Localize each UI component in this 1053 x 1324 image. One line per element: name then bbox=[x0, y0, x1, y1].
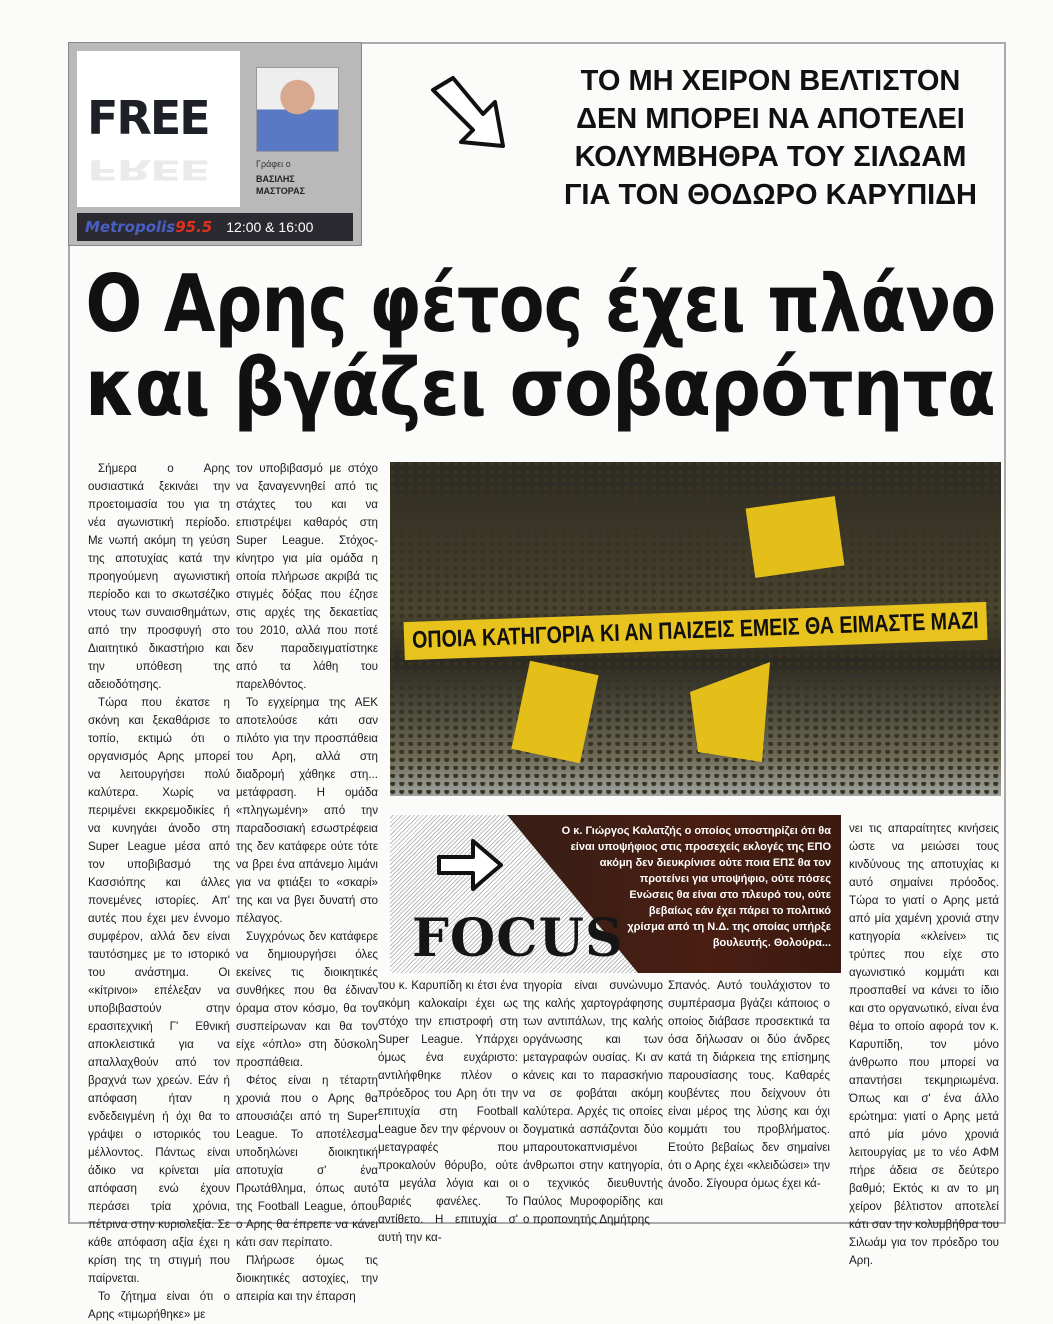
headline-line: Ο Αρης φέτος έχει πλάνο bbox=[85, 258, 995, 350]
arrow-right-icon bbox=[435, 835, 505, 895]
paragraph: Συγχρόνως δεν κατάφερε να δημιουργήσει όλες εκείνες τις διοικητικές συνθήκες που θα έδιναν όραμα στον κόσμο, θα τον συσπείρωναν και θα τον είχε «όπλο» στη δύσκολη προσπάθεια. bbox=[236, 930, 378, 1069]
logo-area bbox=[77, 51, 240, 207]
paragraph: Σήμερα ο Αρης ουσιαστικά ξεκινάει την προετοιμασία του για τη νέα αγωνιστική περίοδο. Με νωπή ακόμη τη γεύση της αποτυχίας κατά την προηγούμενη αγωνιστική περίοδο και το σκωτσέζικο ντους των συναισθημάτων, από την προσφυγή στο Διαιτητικό δικαστήριο και την υπόθεση της αδειοδότησης. bbox=[88, 462, 230, 691]
byline-prefix: Γράφει ο bbox=[256, 159, 291, 169]
author-first-name: ΒΑΣΙΛΗΣ bbox=[256, 174, 295, 184]
arrow-down-right-icon bbox=[425, 72, 515, 152]
focus-label: FOCUS bbox=[412, 908, 624, 969]
paragraph: Σπανός. Αυτό τουλάχιστον το συμπέρασμα βγάζει κάποιος ο οποίος διάβασε προσεκτικά τα όσα δήλωσαν οι δύο άνδρες κατά τη διάρκεια της επίσημης παρουσίασης τους. Καθαρές κουβέντες που δείχνουν ότι είναι μέρος της λύσης και όχι κομμάτι του προβλήματος. Ετούτο βεβαίως δεν σημαίνει ότι ο Αρης έχει «κλειδώσει» την άνοδο. Σίγουρα όμως έχει κά- bbox=[668, 979, 830, 1190]
fan-banner-text: ΟΠΟΙΑ ΚΑΤΗΓΟΡΙΑ ΚΙ ΑΝ ΠΑΙΖΕΙΣ ΕΜΕΙΣ ΘΑ ΕΙΜΑΣΤΕ ΜΑΖΙ bbox=[411, 607, 980, 654]
article-column-2 bbox=[236, 460, 378, 1306]
article-column-6 bbox=[849, 820, 999, 1270]
author-name bbox=[256, 173, 305, 197]
headline-line: και βγάζει σοβαρότητα bbox=[85, 342, 996, 434]
paragraph: Φέτος είναι η τέταρτη χρονιά που ο Αρης θα απουσιάζει από τη Super League. Το αποτέλεσμα υποδηλώνει διοικητική αποτυχία σ' ένα Πρωτάθλημα, όπως αυτό της Football League, όπου ο Αρης θα έπρεπε να κάνει κάτι σαν περίπατο. bbox=[236, 1074, 378, 1249]
kicker-line: ΚΟΛΥΜΒΗΘΡΑ ΤΟΥ ΣΙΛΩΑΜ bbox=[574, 141, 967, 173]
radio-logo bbox=[85, 218, 212, 236]
radio-bar bbox=[77, 213, 353, 241]
radio-name: Metropolis bbox=[85, 218, 176, 236]
photo-flag bbox=[511, 661, 598, 764]
paragraph: Τώρα που έκατσε η σκόνη και ξεκαθάρισε το τοπίο, εκτιμώ ότι ο οργανισμός Αρης μπορεί να λειτουργήσει πολύ καλύτερα. Χωρίς να περιμένει εκκρεμοδικίες ή να κυνηγάει άνοδο στη Super League μέσα από τον υποβιβασμό της Κασσιόπης και άλλες πονεμένες ιστορίες. Απ' αυτές που έχει μεν έννομο συμφέρον, αλλά δεν είναι ταυτόσημες με το ιστορικό του ανάστημα. Οι «κίτρινοι» επέλεξαν να υποβιβαστούν στην ερασιτεχνική Γ' Εθνική αποκλειστικά για να απαλλαχθούν από τον βραχνά των χρεών. Εάν ή απόφαση ήταν η ενδεδειγμένη ή όχι θα το γράψει ο ιστορικός του μέλλοντος. Πάντως είναι άδικο να κρίνεται μία απόφαση ενώ έχουν περάσει τρία χρόνια, πέτρινα στην κυριολεξία. Σε κάθε απόφαση αξία έχει η κρίση της τη στιγμή που παίρνεται. bbox=[88, 696, 230, 1285]
focus-text: Ο κ. Γιώργος Καλατζής ο οποίος υποστηρίζει ότι θα είναι υποψήφιος στις προσεχείς εκλογές της ΕΠΟ ακόμη δεν διευκρίνισε ούτε ποια ΕΠΣ θα τον προτείνει για υποψήφιο, ούτε πόσες Ενώσεις θα είναι στο πλευρό του, ούτε βεβαίως εάν έχει πάρει το πολιτικό χρίσμα από τη Ν.Δ. της οποίας υπήρξε βουλευτής. Θολούρα... bbox=[561, 825, 831, 949]
paragraph: νει τις απαραίτητες κινήσεις ώστε να μειώσει τους κινδύνους της αποτυχίας κι αυτό σημαίνει πρόοδος. Τώρα το γιατί ο Αρης μετά από μία χαμένη χρονιά στην κατηγορία «κλείνει» τις τρύπες που είχε στο αγωνιστικό κομμάτι και προσπαθεί να κάνει το ίδιο και στο οργανωτικό, είναι ένα θέμα το οποίο αφορά τον κ. Καρυπίδη, τον μόνο άνθρωπο που μπορεί να απαντήσει τεκμηριωμένα. Όπως και σ' ένα άλλο ερώτημα: γιατί ο Αρης μετά από μία μόνο χρονιά λειτουργίας με το νέο ΑΦΜ πήρε άδεια σε δεύτερο βαθμό; Εκτός κι αν το μη χείρον βέλτιστον αποτελεί κάτι σαν την κολυμβήθρα του Σιλωάμ για τον πρόεδρο του Αρη. bbox=[849, 822, 999, 1267]
free-logo: FREE bbox=[87, 91, 209, 145]
stadium-photo bbox=[390, 462, 1001, 796]
paragraph: Πλήρωσε όμως τις διοικητικές αστοχίες, την απειρία και την έπαρση bbox=[236, 1254, 378, 1303]
article-column-5 bbox=[668, 977, 830, 1193]
paragraph: Το εγχείρημα της ΑΕΚ αποτελούσε κάτι σαν πιλότο για την προσπάθεια του Αρη, αλλά στη διαδρομή χάθηκε στη... μετάφραση. Η ομάδα «πληγωμένη» από την παραδοσιακή εσωστρέφεια της δεν κατάφερε ούτε τότε να βρει ένα απάνεμο λιμάνι για να φτιάξει το «σκαρί» της και να βγει δυνατή στο πέλαγος. bbox=[236, 696, 378, 925]
article-column-3 bbox=[378, 977, 518, 1247]
free-logo-reflection: FREE bbox=[87, 153, 209, 187]
kicker-line: ΓΙΑ ΤΟΝ ΘΟΔΩΡΟ ΚΑΡΥΠΙΔΗ bbox=[564, 179, 977, 211]
paragraph: Το ζήτημα είναι ότι ο Αρης «τιμωρήθηκε» με bbox=[88, 1290, 230, 1321]
fan-banner bbox=[404, 602, 988, 660]
article-column-4 bbox=[523, 977, 663, 1229]
kicker-line: ΔΕΝ ΜΠΟΡΕΙ ΝΑ ΑΠΟΤΕΛΕΙ bbox=[576, 103, 965, 135]
author-last-name: ΜΑΣΤΟΡΑΣ bbox=[256, 186, 305, 196]
paragraph: του κ. Καρυπίδη κι έτσι ένα ακόμη καλοκαίρι έχει ως στόχο την επιστροφή στη Super League. Υπάρχει όμως ένα ευχάριστο: αντιλήφθηκε πλέον ο πρόεδρος του Αρη ότι την επιτυχία στη Football League δεν την φέρνουν οι μεταγραφές που προκαλούν θόρυβο, ούτε τα μεγάλα λόγια και οι βαριές φανέλες. Το αντίθετο. Η επιτυχία σ' αυτή την κα- bbox=[378, 979, 518, 1244]
column-header-box bbox=[68, 42, 362, 246]
radio-frequency: 95.5 bbox=[175, 218, 213, 236]
article-column-1 bbox=[88, 460, 230, 1324]
paragraph: τηγορία είναι συνώνυμο της καλής χαρτογράφησης των αντιπάλων, της καλής οργάνωσης και των μεταγραφών ουσίας. Κι αν κάνεις και το παρασκήνιο να σε φοβάται ακόμη καλύτερα. Αρχές τις οποίες δογματικά ασπάζονται δύο μπαρουτοκαπνισμένοι άνθρωποι στην κατηγορία, ο τεχνικός διευθυντής Παύλος Μυροφορίδης και ο προπονητής Δημήτρης bbox=[523, 979, 663, 1226]
main-headline bbox=[85, 258, 996, 434]
author-photo bbox=[256, 67, 339, 152]
kicker-line: ΤΟ ΜΗ ΧΕΙΡΟΝ ΒΕΛΤΙΣΤΟΝ bbox=[580, 65, 961, 97]
radio-times: 12:00 & 16:00 bbox=[226, 219, 314, 235]
focus-text-block bbox=[510, 823, 831, 973]
focus-box bbox=[390, 815, 841, 973]
kicker-headline bbox=[548, 62, 993, 214]
photo-flag bbox=[746, 496, 845, 578]
photo-flag bbox=[690, 662, 770, 762]
paragraph: τον υποβιβασμό με στόχο να ξαναγεννηθεί από τις στάχτες του και να επιστρέψει καθαρός στη Super League. Στόχος-κίνητρο για μία ομάδα η οποία πλήρωσε ακριβά τις στιγμές δόξας που έζησε στις αρχές της δεκαετίας του 2010, αλλά που ποτέ δεν παραδειγματίστηκε από τα λάθη του παρελθόντος. bbox=[236, 462, 378, 691]
